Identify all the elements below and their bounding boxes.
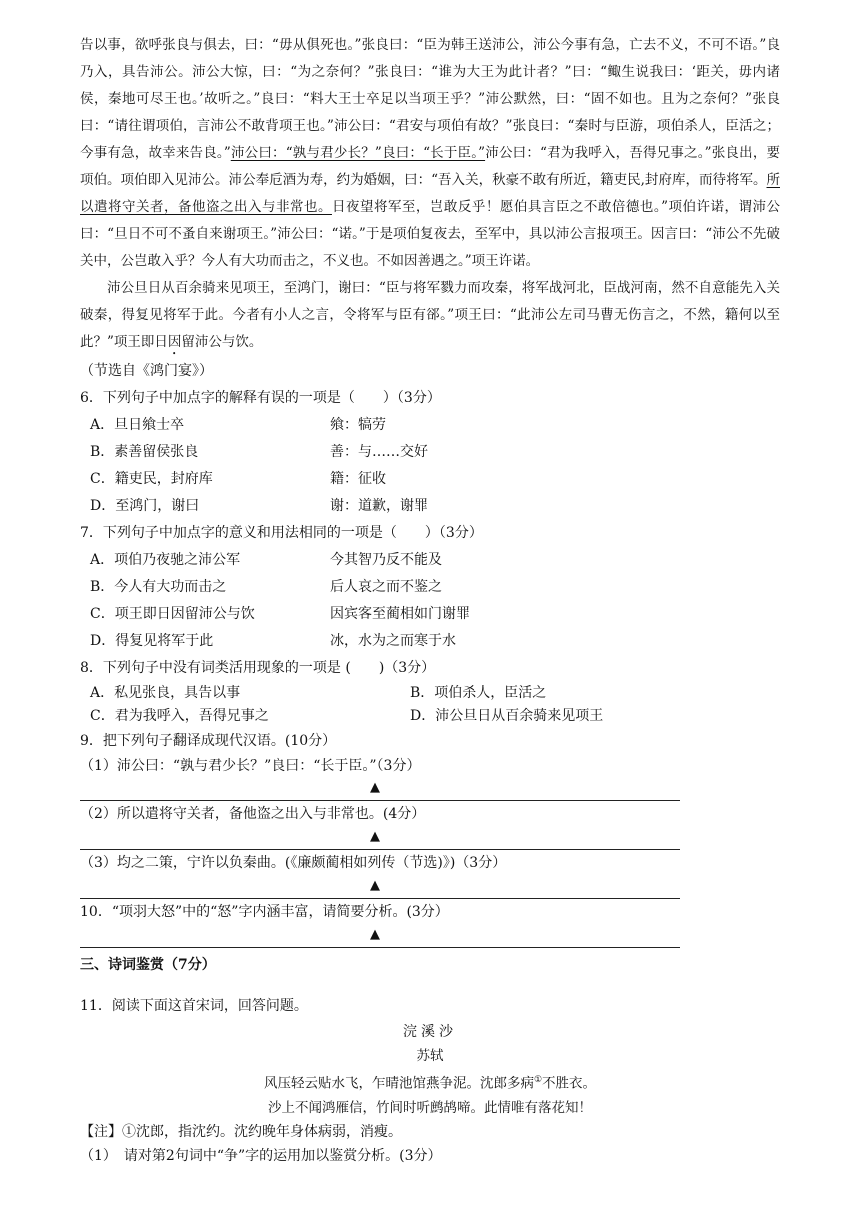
question-9-stem: 9．把下列句子翻译成现代汉语。(10分） xyxy=(80,733,337,749)
question-6-option-a: A．旦日飨士卒 飨：犒劳 xyxy=(90,417,386,433)
question-9 xyxy=(80,728,780,899)
section-3-heading: 三、诗词鉴赏（7分） xyxy=(80,957,216,973)
question-6-option-c: C．籍吏民，封府库 籍：征收 xyxy=(90,471,386,487)
poem-line-2: 沙上不闻鸿雁信，竹间时听鹧鸪啼。此情唯有落花知！ xyxy=(268,1099,592,1116)
poem-author: 苏轼 xyxy=(416,1048,444,1064)
passage-paragraph-2 xyxy=(80,275,780,358)
passage-paragraph-1 xyxy=(80,32,780,275)
question-7-option-a: A．项伯乃夜驰之沛公军 今其智乃反不能及 xyxy=(90,552,442,568)
question-6-stem: 6．下列句子中加点字的解释有误的一项是（ ）（3分） xyxy=(80,390,441,406)
poem-line-1: 风压轻云贴水飞，乍晴池馆燕争泥。沈郎多病①不胜衣。 xyxy=(263,1075,597,1092)
passage-text: 日夜望将军至，岂敢反乎！愿伯具言臣之不敢倍德也。”项伯许诺，谓沛公曰：“旦日不可不蚤自来谢项王。”沛公曰：“诺。”于是项伯复夜去，至军中，具以沛公言报项王。因言曰：“沛公不先破关中，公岂敢入乎？今人有大功而击之，不义也。不如因善遇之。”项王许诺。 xyxy=(80,199,781,269)
question-8-options-row-2: C．君为我呼入，吾得兄事之 D．沛公旦日从百余骑来见项王 xyxy=(90,708,604,724)
footnote-marker: ① xyxy=(533,1075,543,1085)
question-6-option-d: D．至鸿门，谢曰 谢：道歉，谢罪 xyxy=(90,498,428,514)
question-11 xyxy=(80,993,780,1168)
question-6 xyxy=(80,385,780,520)
answer-line[interactable] xyxy=(80,778,680,801)
passage-text: 告以事，欲呼张良与俱去，曰：“毋从俱死也。”张良曰：“臣为韩王送沛公，沛公今事有急，亡去不义，不可不语。”良乃入，具告沛公。沛公大惊，曰：“为之奈何？”张良曰：“谁为大王为此计者？”曰：“鲰生说我曰：‘距关，毋内诸侯，秦地可尽王也。’故听之。”良曰：“料大王士卒足以当项王乎？”沛公默然，曰：“固不如也。且为之奈何？”张良曰：“请往谓项伯，言沛公不敢背项王也。”沛公曰：“君安与项伯有故？”张良曰：“秦时与臣游，项伯杀人，臣活之；今事有急，故幸来告良。” xyxy=(80,37,780,161)
answer-line[interactable] xyxy=(80,876,680,899)
question-7-stem: 7．下列句子中加点字的意义和用法相同的一项是（ ）（3分） xyxy=(80,525,483,541)
dotted-character: 因 xyxy=(167,334,182,350)
question-8 xyxy=(80,655,780,728)
answer-mark-icon: ▲ xyxy=(370,780,380,795)
question-7-option-c: C．项王即日因留沛公与饮 因宾客至蔺相如门谢罪 xyxy=(90,606,470,622)
question-7-option-b: B．今人有大功而击之 后人哀之而不鉴之 xyxy=(90,579,442,595)
poem-note: 【注】①沈郎，指沈约。沈约晚年身体病弱，消瘦。 xyxy=(80,1123,402,1140)
passage-text: 留沛公与饮。 xyxy=(181,334,263,350)
underlined-sentence-1: 沛公曰：“孰与君少长？”良曰：“长于臣。” xyxy=(230,145,486,161)
underlined-sentence-2: 所以遣将守关者，备他盗之出入与非常也。 xyxy=(80,172,780,215)
exam-page xyxy=(80,32,780,1168)
answer-mark-icon: ▲ xyxy=(370,878,380,893)
answer-line[interactable] xyxy=(80,925,680,948)
poem xyxy=(80,1020,780,1120)
question-9-sentence-2: （2）所以遣将守关者，备他盗之出入与非常也。(4分） xyxy=(80,806,426,822)
question-10-stem: 10．“项羽大怒”中的“怒”字内涵丰富，请简要分析。(3分） xyxy=(80,904,449,920)
passage-text: 沛公曰：“君为我呼入，吾得兄事之。”张良出，要项伯。项伯即入见沛公。沛公奉卮酒为寿，约为婚姻，曰：“吾入关，秋豪不敢有所近，籍吏民,封府库，而待将军。 xyxy=(80,145,781,188)
question-7 xyxy=(80,520,780,655)
question-6-option-b: B．素善留侯张良 善：与……交好 xyxy=(90,444,428,460)
question-7-option-d: D．得复见将军于此 冰，水为之而寒于水 xyxy=(90,633,456,649)
answer-mark-icon: ▲ xyxy=(370,927,380,942)
answer-mark-icon: ▲ xyxy=(370,829,380,844)
question-8-stem: 8．下列句子中没有词类活用现象的一项是 ( )（3分） xyxy=(80,660,436,676)
question-10 xyxy=(80,899,780,948)
question-9-sentence-3: （3）均之二策，宁许以负秦曲。(《廉颇蔺相如列传（节选)》)（3分） xyxy=(80,855,507,871)
answer-line[interactable] xyxy=(80,827,680,850)
question-11-stem: 11．阅读下面这首宋词，回答问题。 xyxy=(80,998,308,1014)
question-9-sentence-1: （1）沛公曰：“孰与君少长？”良曰：“长于臣。”（3分） xyxy=(80,758,421,774)
poem-title: 浣溪沙 xyxy=(403,1024,457,1040)
question-11-sub-1: （1） 请对第2句词中“争”字的运用加以鉴赏分析。(3分） xyxy=(80,1147,442,1164)
passage-source: （节选自《鸿门宴》） xyxy=(80,363,213,379)
passage-text: 沛公旦日从百余骑来见项王，至鸿门，谢曰：“臣与将军戮力而攻秦，将军战河北，臣战河南，然不自意能先入关破秦，得复见将军于此。今者有小人之言，令将军与臣有郤。”项王曰：“此沛公左司马曹无伤言之，不然，籍何以至此？”项王即日 xyxy=(80,280,780,350)
question-8-options-row-1: A．私见张良，具告以事 B．项伯杀人，臣活之 xyxy=(90,685,547,701)
